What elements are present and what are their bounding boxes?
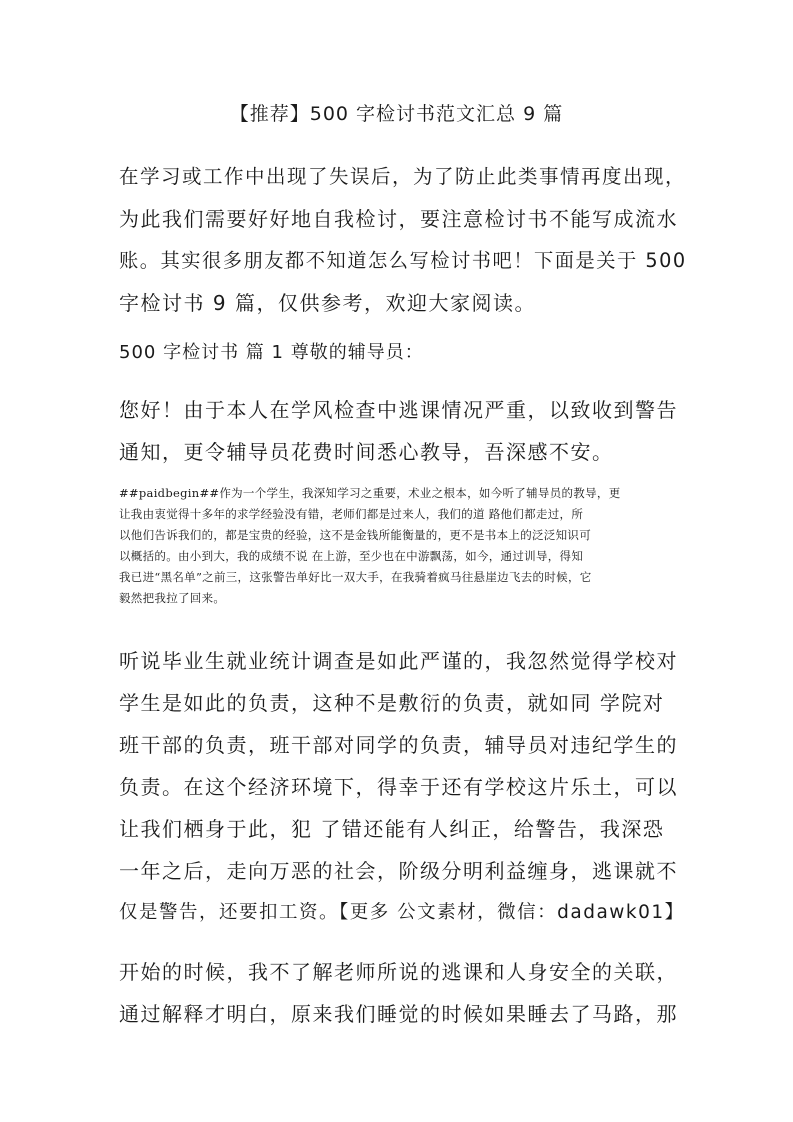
text-line: 在学习或工作中出现了失误后，为了防止此类事情再度出现， — [119, 165, 687, 188]
text-line: 一年之后，走向万恶的社会，阶级分明利益缠身，逃课就不 — [119, 859, 678, 883]
document-title: 【推荐】500 字检讨书范文汇总 9 篇 — [229, 103, 564, 125]
section-heading: 500 字检讨书 篇 1 尊敬的辅导员： — [119, 342, 424, 363]
text-line: 通知，更令辅导员花费时间悉心教导，吾深感不安。 — [119, 440, 614, 464]
text-line: 您好！由于本人在学风检查中逃课情况严重，以致收到警告 — [119, 398, 678, 422]
text-line: 开始的时候，我不了解老师所说的逃课和人身安全的关联， — [119, 960, 678, 984]
text-line: 负责。在这个经济环境下，得幸于还有学校这片乐土，可以 — [119, 775, 678, 799]
text-line: 以他们告诉我们的，都是宝贵的经验，这不是金钱所能衡量的，更不是书本上的泛泛知识可 — [119, 528, 591, 542]
small-print-paragraph — [119, 483, 679, 609]
body-paragraph — [119, 640, 685, 934]
greeting-paragraph — [119, 389, 679, 473]
text-line: 让我由衷觉得十多年的求学经验没有错，老师们都是过来人，我们的道 路他们都走过，所 — [119, 507, 584, 521]
text-line: 班干部的负责，班干部对同学的负责，辅导员对违纪学生的 — [119, 733, 678, 757]
text-line: 通过解释才明白，原来我们睡觉的时候如果睡去了马路，那 — [119, 1002, 678, 1026]
text-line: 字检讨书 9 篇，仅供参考，欢迎大家阅读。 — [119, 291, 536, 315]
text-line: 仅是警告，还要扣工资。【更多 公文素材，微信：dadawk01】 — [119, 902, 685, 923]
text-line: 毅然把我拉了回来。 — [119, 591, 226, 605]
text-line: 让我们栖身于此，犯 了错还能有人纠正，给警告，我深恐 — [119, 817, 665, 841]
text-line: 学生是如此的负责，这种不是敷衍的负责，就如同 学院对 — [119, 691, 665, 715]
closing-paragraph — [119, 951, 679, 1035]
text-line: 听说毕业生就业统计调查是如此严谨的，我忽然觉得学校对 — [119, 649, 678, 673]
text-line: 账。其实很多朋友都不知道怎么写检讨书吧！下面是关于 500 — [119, 249, 687, 272]
text-line: 为此我们需要好好地自我检讨，要注意检讨书不能写成流水 — [119, 207, 678, 231]
text-line: 我已进“黑名单”之前三，这张警告单好比一双大手，在我骑着疯马往悬崖边飞去的时候，它 — [119, 570, 592, 584]
intro-paragraph — [119, 156, 687, 324]
text-line: 以概括的。由小到大，我的成绩不说 在上游，至少也在中游飘荡，如今，通过训导，得知 — [119, 549, 584, 563]
text-line: ##paidbegin##作为一个学生，我深知学习之重要，术业之根本，如今听了辅导员的教导，更 — [119, 486, 621, 500]
